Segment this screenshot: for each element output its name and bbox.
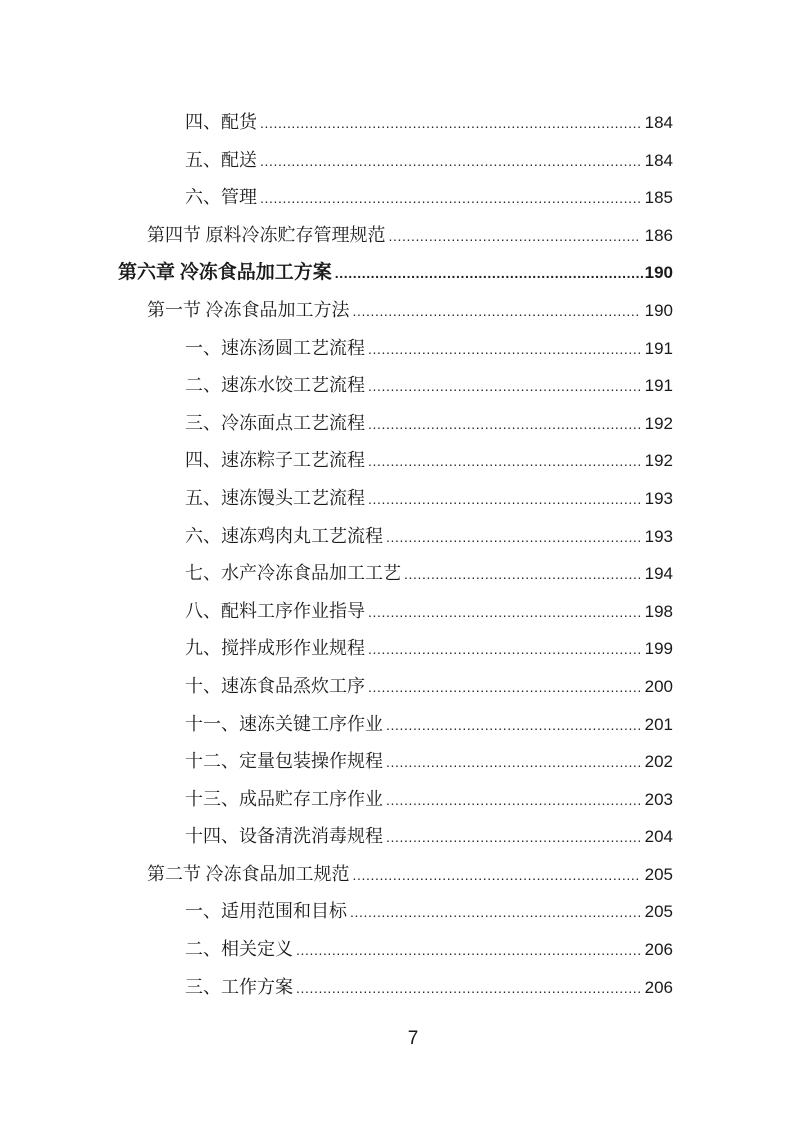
table-of-contents <box>118 104 673 1006</box>
toc-entry-label: 九、搅拌成形作业规程 <box>185 638 365 659</box>
toc-leader-dots <box>386 782 640 820</box>
toc-leader-dots <box>350 894 640 932</box>
toc-entry[interactable] <box>118 104 673 142</box>
toc-entry-page-number: 185 <box>644 188 673 208</box>
toc-entry-page-number: 200 <box>644 676 673 696</box>
toc-entry[interactable] <box>118 405 673 443</box>
toc-entry-page-number: 190 <box>644 300 673 320</box>
toc-leader-dots <box>368 406 640 444</box>
toc-entry[interactable] <box>118 781 673 819</box>
toc-entry[interactable] <box>118 706 673 744</box>
toc-entry-page-number: 184 <box>644 113 673 132</box>
toc-entry-label: 三、工作方案 <box>185 976 293 997</box>
toc-entry[interactable] <box>118 217 673 255</box>
toc-leader-dots <box>404 556 640 594</box>
toc-entry-page-number: 203 <box>644 789 673 809</box>
toc-entry-page-number: 206 <box>644 977 673 997</box>
toc-entry[interactable] <box>118 630 673 668</box>
toc-entry-page-number: 199 <box>644 639 673 659</box>
toc-entry[interactable] <box>118 518 673 556</box>
toc-entry-page-number: 204 <box>644 827 673 847</box>
toc-entry-page-number: 205 <box>644 864 673 884</box>
toc-entry-label: 八、配料工序作业指导 <box>185 600 365 621</box>
toc-entry-label: 五、配送 <box>185 149 257 170</box>
toc-entry-page-number: 201 <box>644 714 673 734</box>
toc-entry[interactable] <box>118 254 673 292</box>
toc-entry[interactable] <box>118 555 673 593</box>
toc-leader-dots <box>296 970 640 1008</box>
footer-page-number: 7 <box>407 1028 419 1049</box>
toc-entry-page-number: 191 <box>644 338 673 358</box>
toc-entry-page-number: 206 <box>644 940 673 960</box>
toc-entry[interactable] <box>118 142 673 180</box>
toc-entry-label: 第二节 冷冻食品加工规范 <box>147 863 350 884</box>
toc-entry-label: 一、速冻汤圆工艺流程 <box>185 337 365 358</box>
toc-entry[interactable] <box>118 931 673 969</box>
toc-entry-label: 六、速冻鸡肉丸工艺流程 <box>185 525 383 546</box>
toc-entry-page-number: 186 <box>644 225 673 245</box>
toc-entry-page-number: 191 <box>644 376 673 396</box>
toc-leader-dots <box>353 293 640 331</box>
toc-entry-label: 第四节 原料冷冻贮存管理规范 <box>147 224 386 245</box>
toc-entry-label: 四、配货 <box>185 112 257 132</box>
toc-entry-label: 十、速冻食品烝炊工序 <box>185 675 365 696</box>
toc-leader-dots <box>368 669 640 707</box>
toc-leader-dots <box>386 707 640 745</box>
toc-entry-page-number: 184 <box>644 150 673 170</box>
toc-leader-dots <box>260 105 640 143</box>
toc-entry[interactable] <box>118 593 673 631</box>
toc-leader-dots <box>353 857 640 895</box>
toc-entry[interactable] <box>118 668 673 706</box>
toc-entry-label: 十二、定量包装操作规程 <box>185 751 383 772</box>
toc-leader-dots <box>368 594 640 632</box>
toc-leader-dots <box>368 631 640 669</box>
toc-leader-dots <box>335 255 643 293</box>
toc-entry-page-number: 202 <box>644 752 673 772</box>
toc-leader-dots <box>260 143 640 181</box>
toc-entry-page-number: 190 <box>644 263 673 283</box>
toc-leader-dots <box>368 443 640 481</box>
toc-entry-label: 二、速冻水饺工艺流程 <box>185 375 365 396</box>
toc-entry-label: 第六章 冷冻食品加工方案 <box>118 262 332 284</box>
toc-entry-label: 三、冷冻面点工艺流程 <box>185 412 365 433</box>
toc-entry-label: 十四、设备清洗消毒规程 <box>185 826 383 847</box>
toc-leader-dots <box>260 180 640 218</box>
toc-leader-dots <box>386 819 640 857</box>
toc-entry-label: 六、管理 <box>185 187 257 208</box>
toc-entry[interactable] <box>118 367 673 405</box>
toc-entry-page-number: 192 <box>644 413 673 433</box>
toc-entry-label: 一、适用范围和目标 <box>185 901 347 922</box>
toc-entry-page-number: 193 <box>644 488 673 508</box>
toc-entry[interactable] <box>118 856 673 894</box>
toc-leader-dots <box>386 519 640 557</box>
toc-entry[interactable] <box>118 442 673 480</box>
toc-leader-dots <box>296 932 640 970</box>
toc-leader-dots <box>368 331 640 369</box>
toc-entry-label: 四、速冻粽子工艺流程 <box>185 450 365 471</box>
toc-entry[interactable] <box>118 330 673 368</box>
toc-entry[interactable] <box>118 480 673 518</box>
toc-entry-label: 十三、成品贮存工序作业 <box>185 788 383 809</box>
toc-entry-page-number: 193 <box>644 526 673 546</box>
toc-entry[interactable] <box>118 179 673 217</box>
toc-entry[interactable] <box>118 969 673 1007</box>
toc-entry-page-number: 194 <box>644 564 673 584</box>
toc-entry[interactable] <box>118 292 673 330</box>
toc-leader-dots <box>368 368 640 406</box>
toc-entry[interactable] <box>118 818 673 856</box>
toc-entry-label: 七、水产冷冻食品加工工艺 <box>185 563 401 584</box>
toc-entry-label: 二、相关定义 <box>185 939 293 960</box>
toc-entry-page-number: 205 <box>644 902 673 922</box>
toc-entry-label: 十一、速冻关键工序作业 <box>185 713 383 734</box>
toc-entry-label: 五、速冻馒头工艺流程 <box>185 487 365 508</box>
toc-leader-dots <box>389 218 640 256</box>
toc-entry[interactable] <box>118 893 673 931</box>
toc-entry-page-number: 198 <box>644 601 673 621</box>
toc-entry-label: 第一节 冷冻食品加工方法 <box>147 299 350 320</box>
toc-leader-dots <box>386 744 640 782</box>
toc-entry[interactable] <box>118 743 673 781</box>
toc-entry-page-number: 192 <box>644 451 673 471</box>
toc-leader-dots <box>368 481 640 519</box>
